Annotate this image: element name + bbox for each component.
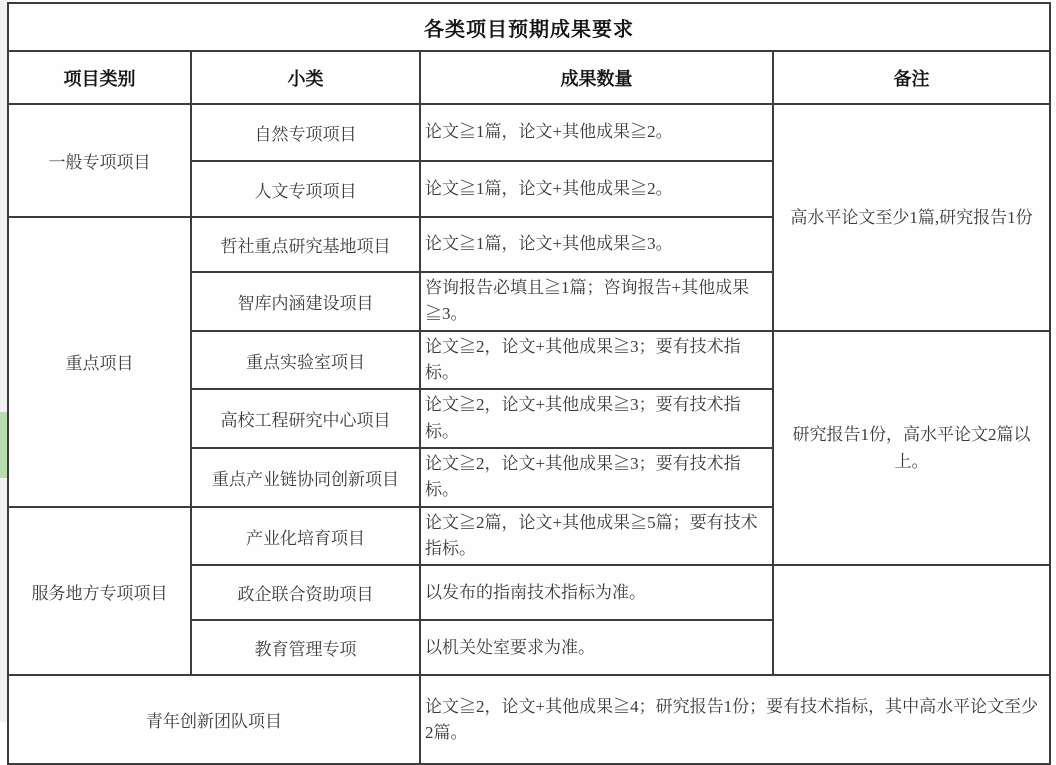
table-title-row xyxy=(8,3,1050,51)
left-green-highlight-marker xyxy=(0,412,7,478)
result-cell: 论文≧2篇，论文+其他成果≧5篇；要有技术指标。 xyxy=(420,507,773,566)
note-cell-research-report: 研究报告1份，高水平论文2篇以上。 xyxy=(773,331,1050,566)
col-header-remarks: 备注 xyxy=(773,51,1050,104)
subcategory-cell-thinktank: 智库内涵建设项目 xyxy=(191,272,420,331)
category-cell-youth-team: 青年创新团队项目 xyxy=(8,675,420,764)
result-cell: 咨询报告必填且≧1篇；咨询报告+其他成果≧3。 xyxy=(420,272,773,331)
subcategory-cell-engineering-center: 高校工程研究中心项目 xyxy=(191,389,420,448)
result-cell: 以发布的指南技术指标为准。 xyxy=(420,565,773,620)
col-header-subcategory: 小类 xyxy=(191,51,420,104)
note-cell-high-level-paper: 高水平论文至少1篇,研究报告1份 xyxy=(773,104,1050,331)
category-cell-key-projects: 重点项目 xyxy=(8,217,191,507)
category-cell-general-special: 一般专项项目 xyxy=(8,104,191,217)
col-header-project-category: 项目类别 xyxy=(8,51,191,104)
table-title: 各类项目预期成果要求 xyxy=(8,3,1050,51)
col-header-outcome-quantity: 成果数量 xyxy=(420,51,773,104)
subcategory-cell-philosophy-base: 哲社重点研究基地项目 xyxy=(191,217,420,272)
note-cell-empty xyxy=(773,565,1050,675)
subcategory-cell-industry-chain: 重点产业链协同创新项目 xyxy=(191,448,420,507)
result-cell: 论文≧2，论文+其他成果≧3；要有技术指标。 xyxy=(420,448,773,507)
result-cell: 论文≧1篇，论文+其他成果≧2。 xyxy=(420,161,773,217)
subcategory-cell-industrialization: 产业化培育项目 xyxy=(191,507,420,566)
table-row xyxy=(8,675,1050,764)
category-cell-local-service: 服务地方专项项目 xyxy=(8,507,191,676)
page-left-edge xyxy=(0,0,7,722)
result-cell: 以机关处室要求为准。 xyxy=(420,620,773,675)
result-cell: 论文≧1篇，论文+其他成果≧2。 xyxy=(420,104,773,161)
project-outcomes-table xyxy=(7,2,1051,765)
result-cell-youth-team: 论文≧2，论文+其他成果≧4；研究报告1份；要有技术指标，其中高水平论文至少2篇。 xyxy=(420,675,1050,764)
subcategory-cell-gov-enterprise: 政企联合资助项目 xyxy=(191,565,420,620)
subcategory-cell-key-laboratory: 重点实验室项目 xyxy=(191,331,420,390)
result-cell: 论文≧1篇，论文+其他成果≧3。 xyxy=(420,217,773,272)
result-cell: 论文≧2，论文+其他成果≧3；要有技术指标。 xyxy=(420,389,773,448)
subcategory-cell-natural: 自然专项项目 xyxy=(191,104,420,161)
table-header-row xyxy=(8,51,1050,104)
subcategory-cell-education-admin: 教育管理专项 xyxy=(191,620,420,675)
result-cell: 论文≧2，论文+其他成果≧3；要有技术指标。 xyxy=(420,331,773,390)
subcategory-cell-humanities: 人文专项项目 xyxy=(191,161,420,217)
table-row xyxy=(8,104,1050,161)
